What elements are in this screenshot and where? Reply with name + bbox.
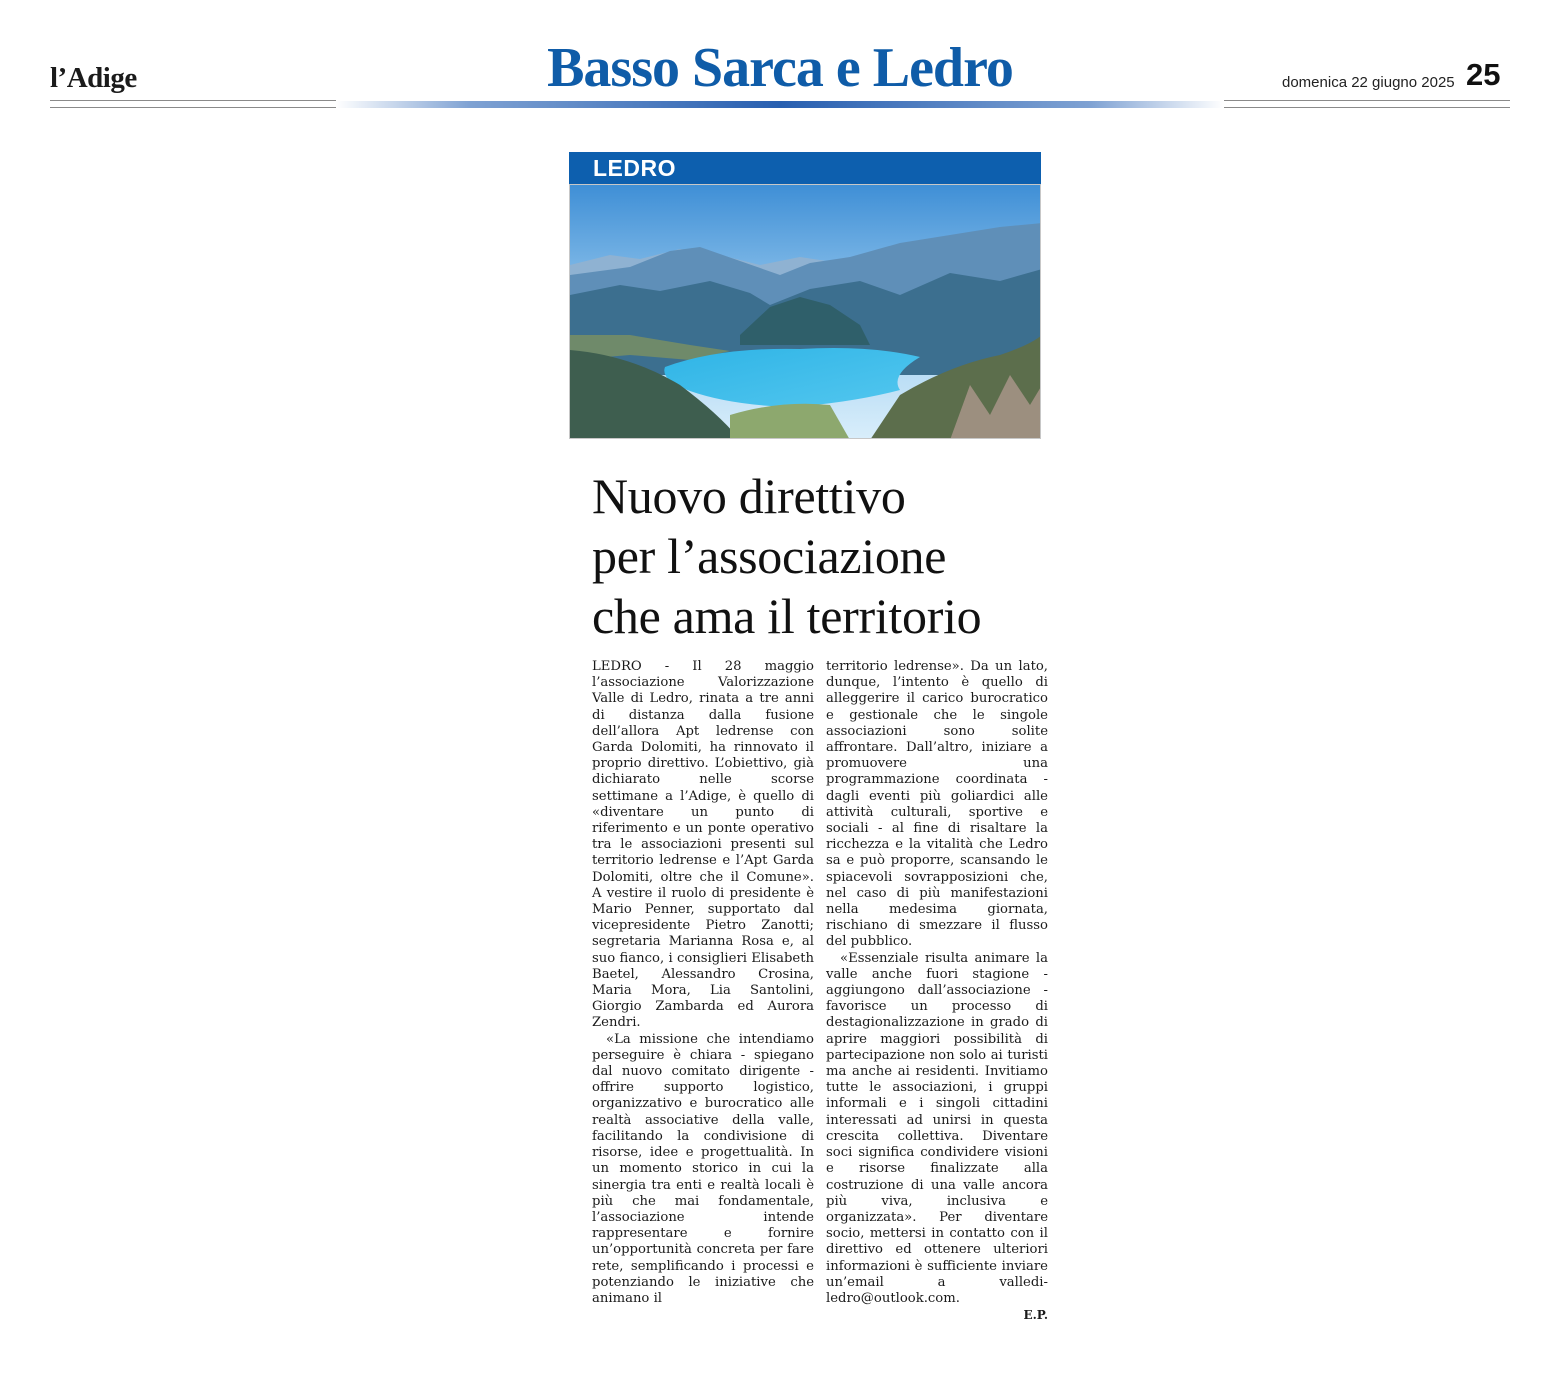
kicker-bar [569, 152, 1041, 184]
issue-date: domenica 22 giugno 2025 [1282, 74, 1455, 91]
header-rule-right-top [1224, 100, 1510, 101]
body-paragraph: «Essenziale risulta animare la valle anche fuori stagione - aggiungono dall’associazione - favorisce un processo di destagionalizzazione in grado di aprire maggiori possibilità di partecipazione non solo ai turisti ma anche ai residenti. Invitiamo tutte le associazioni, i gruppi informali e i singoli cittadini interessati ad unirsi in questa crescita collettiva. Diventare soci significa condividere visioni e risorse finalizzate alla costruzione di una valle ancora più viva, inclusiva e organizzata». Per diventare socio, mettersi in contatto con il direttivo ed ottenere ulteriori informazioni è sufficiente inviare un’email a vallediledro@outlook.com. [826, 950, 1048, 1306]
lake-landscape-illustration [570, 185, 1041, 439]
author-signature: E.P. [1023, 1308, 1048, 1323]
article-column-left [592, 659, 814, 1307]
body-paragraph: «La missione che intendiamo perseguire è chiara - spiegano dal nuovo comitato dirigente - offrire supporto logistico, organizzativo e burocratico alle realtà associative della valle, facilitando la condivisione di risorse, idee e progettualità. In un momento storico in cui la sinergia tra enti e realtà locali è più che mai fondamentale, l’associazione intende rappresentare e fornire un’opportunità concreta per fare rete, semplificando i processi e potenziando le iniziative che animano il [592, 1031, 814, 1306]
article-photo [569, 184, 1041, 439]
header-rule-left-top [50, 100, 336, 101]
headline-line: che ama il territorio [592, 588, 982, 644]
kicker-label: LEDRO [593, 155, 676, 181]
section-title: Basso Sarca e Ledro [547, 37, 1013, 99]
page-number: 25 [1466, 57, 1501, 92]
newspaper-logo: l’Adige [50, 62, 137, 94]
body-paragraph: LEDRO - Il 28 maggio l’associazione Valorizzazione Valle di Ledro, rinata a tre anni di distanza dalla fusione dell’allora Apt ledrense con Garda Dolomiti, ha rinnovato il proprio direttivo. L’obiettivo, già dichiarato nelle scorse settimane a l’Adige, è quello di «diventare un punto di riferimento e un ponte operativo tra le associazioni presenti sul territorio ledrense e l’Apt Garda Dolomiti, oltre che il Comune». A vestire il ruolo di presidente è Mario Penner, supportato dal vicepresidente Pietro Zanotti; segretaria Marianna Rosa e, al suo fianco, i consiglieri Elisabeth Baetel, Alessandro Crosina, Maria Mora, Lia Santolini, Giorgio Zambarda ed Aurora Zendri. [592, 659, 814, 1031]
headline-line: per l’associazione [592, 528, 947, 584]
header-rule-left-bottom [50, 107, 336, 108]
article-column-right [826, 659, 1048, 1323]
body-paragraph: territorio ledrense». Da un lato, dunque, l’intento è quello di alleggerire il carico burocratico e gestionale che le singole associazioni sono solite affrontare. Dall’altro, iniziare a promuovere una programmazione coordinata - dagli eventi più goliardici alle attività culturali, sportive e sociali - al fine di risaltare la ricchezza e la vitalità che Ledro sa e può proporre, scansando le spiacevoli sovrapposizioni che, nel caso di più manifestazioni nella medesima giornata, rischiano di smezzare il flusso del pubblico. [826, 659, 1048, 950]
header-rule-gradient [336, 101, 1224, 108]
article-headline [592, 466, 1052, 646]
header-rule-right-bottom [1224, 107, 1510, 108]
headline-line: Nuovo direttivo [592, 468, 906, 524]
